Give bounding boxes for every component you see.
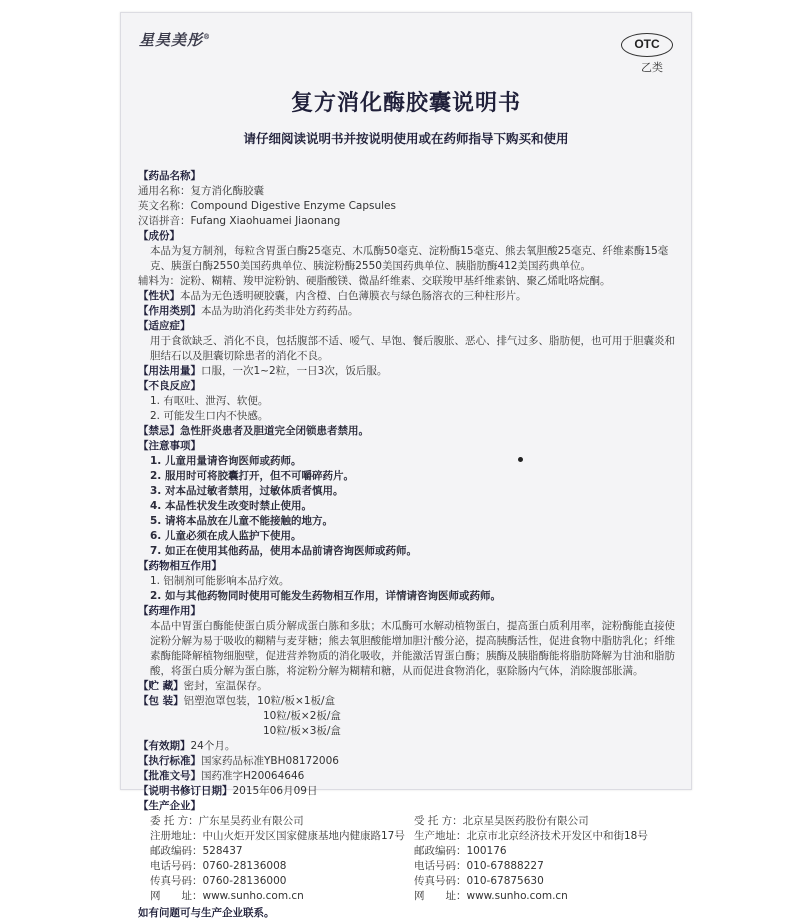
category-text: 本品为助消化药类非处方药药品。	[201, 305, 359, 317]
indications-text: 用于食欲缺乏、消化不良，包括腹部不适、嗳气、早饱、餐后腹胀、恶心、排气过多、脂肪便，也可用于胆囊炎和胆结石以及胆囊切除患者的消化不良。	[150, 335, 675, 362]
characteristics-text: 本品为无色透明硬胶囊，内含橙、白色薄膜衣与绿色肠溶衣的三种柱形片。	[180, 290, 527, 302]
excipients-text: 辅料为：淀粉、糊精、羧甲淀粉钠、硬脂酸镁、微晶纤维素、交联羧甲基纤维素钠、聚乙烯吡咯烷酮。	[138, 275, 611, 287]
section-heading-ingredients: 【成份】	[138, 230, 180, 242]
adverse-item: 1. 有呕吐、泄泻、软便。	[150, 395, 269, 407]
package-item: 铝塑泡罩包装，10粒/板×1板/盒	[183, 695, 336, 707]
section-heading-standard: 【执行标准】	[138, 755, 201, 767]
precaution-item: 6. 儿童必须在成人监护下使用。	[150, 530, 302, 542]
section-heading-manufacturer: 【生产企业】	[138, 800, 201, 812]
fax: 传真号码：010-67875630	[414, 875, 544, 887]
package-item: 10粒/板×3板/盒	[263, 725, 341, 737]
leaflet-body	[138, 169, 678, 921]
section-heading-storage: 【贮 藏】	[138, 680, 184, 692]
website: 网 址：www.sunho.com.cn	[150, 890, 304, 902]
section-heading-contraindications: 【禁忌】	[138, 425, 180, 437]
postcode: 邮政编码：100176	[414, 845, 507, 857]
postcode: 邮政编码：528437	[150, 845, 243, 857]
section-heading-approval: 【批准文号】	[138, 770, 201, 782]
section-heading-name: 【药品名称】	[138, 170, 201, 182]
phone: 电话号码：0760-28136008	[150, 860, 287, 872]
section-heading-precautions: 【注意事项】	[138, 440, 201, 452]
precaution-item: 3. 对本品过敏者禁用，过敏体质者慎用。	[150, 485, 344, 497]
revision-date: 2015年06月09日	[232, 785, 318, 797]
phone: 电话号码：010-67888227	[414, 860, 544, 872]
section-heading-validity: 【有效期】	[138, 740, 191, 752]
commissioning-party	[138, 814, 414, 904]
otc-badge: OTC	[621, 33, 673, 57]
section-heading-interactions: 【药物相互作用】	[138, 560, 222, 572]
storage-text: 密封，室温保存。	[183, 680, 268, 692]
otc-class-label: 乙类	[641, 61, 663, 74]
section-heading-indications: 【适应症】	[138, 320, 191, 332]
generic-name: 通用名称：复方消化酶胶囊	[138, 185, 264, 197]
section-heading-dosage: 【用法用量】	[138, 365, 201, 377]
precaution-item: 5. 请将本品放在儿童不能接触的地方。	[150, 515, 333, 527]
instruction-leaflet	[120, 12, 692, 919]
page-subtitle: 请仔细阅读说明书并按说明使用或在药师指导下购买和使用	[243, 131, 569, 146]
section-heading-category: 【作用类别】	[138, 305, 201, 317]
footer-note: 如有问题可与生产企业联系。	[138, 907, 275, 919]
package-item: 10粒/板×2板/盒	[263, 710, 341, 722]
website: 网 址：www.sunho.com.cn	[414, 890, 568, 902]
english-name: 英文名称：Compound Digestive Enzyme Capsules	[138, 200, 396, 212]
contractor-name: 受 托 方：北京星昊医药股份有限公司	[414, 815, 589, 827]
production-address: 生产地址：北京市北京经济技术开发区中和街18号	[414, 830, 648, 842]
contracted-party	[414, 814, 678, 904]
commission-name: 委 托 方：广东星昊药业有限公司	[150, 815, 304, 827]
precaution-item: 2. 服用时可将胶囊打开，但不可嚼碎药片。	[150, 470, 354, 482]
fax: 传真号码：0760-28136000	[150, 875, 287, 887]
standard-text: 国家药品标准YBH08172006	[201, 755, 339, 767]
pinyin-name: 汉语拼音：Fufang Xiaohuamei Jiaonang	[138, 215, 341, 227]
interaction-item: 1. 铝制剂可能影响本品疗效。	[150, 575, 290, 587]
interaction-item: 2. 如与其他药物同时使用可能发生药物相互作用，详情请咨询医师或药师。	[150, 590, 501, 602]
page-title: 复方消化酶胶囊说明书	[290, 91, 521, 116]
contraindications-text: 急性肝炎患者及胆道完全闭锁患者禁用。	[180, 425, 369, 437]
precaution-item: 1. 儿童用量请咨询医师或药师。	[150, 455, 302, 467]
dosage-text: 口服，一次1~2粒，一日3次，饭后服。	[201, 365, 388, 377]
section-heading-package: 【包 装】	[138, 695, 184, 707]
precaution-item: 4. 本品性状发生改变时禁止使用。	[150, 500, 312, 512]
precaution-item: 7. 如正在使用其他药品，使用本品前请咨询医师或药师。	[150, 545, 417, 557]
section-heading-adverse: 【不良反应】	[138, 380, 201, 392]
section-heading-pharmacology: 【药理作用】	[138, 605, 201, 617]
print-speck	[518, 457, 523, 462]
brand-logo: 星昊美彤®	[139, 31, 212, 49]
validity-text: 24个月。	[190, 740, 236, 752]
pharmacology-text: 本品中胃蛋白酶能使蛋白质分解成蛋白胨和多肽；木瓜酶可水解动植物蛋白，提高蛋白质利用率，淀粉酶能直接使淀粉分解为易于吸收的糊精与麦芽糖；熊去氧胆酸能增加胆汁酸分泌，提高胰酶活性，促进食物中脂肪乳化；纤维素酶能降解植物细胞壁，促进营养物质的消化吸收，并能激活胃蛋白酶；胰酶及胰脂酶能将脂肪降解为甘油和脂肪酸，将蛋白质分解为蛋白胨，将淀粉分解为糊精和糖，从而促进食物消化，驱除肠内气体，消除腹部胀满。	[150, 620, 675, 677]
section-heading-characteristics: 【性状】	[138, 290, 180, 302]
ingredients-text: 本品为复方制剂，每粒含胃蛋白酶25毫克、木瓜酶50毫克、淀粉酶15毫克、熊去氧胆酸25毫克、纤维素酶15毫克、胰蛋白酶2550美国药典单位、胰淀粉酶2550美国药典单位、胰脂肪酶412美国药典单位。	[150, 245, 669, 272]
approval-text: 国药准字H20064646	[201, 770, 305, 782]
manufacturer-block	[138, 814, 678, 904]
registered-address: 注册地址：中山火炬开发区国家健康基地内健康路17号	[150, 830, 405, 842]
section-heading-revision: 【说明书修订日期】	[138, 785, 233, 797]
adverse-item: 2. 可能发生口内不快感。	[150, 410, 269, 422]
